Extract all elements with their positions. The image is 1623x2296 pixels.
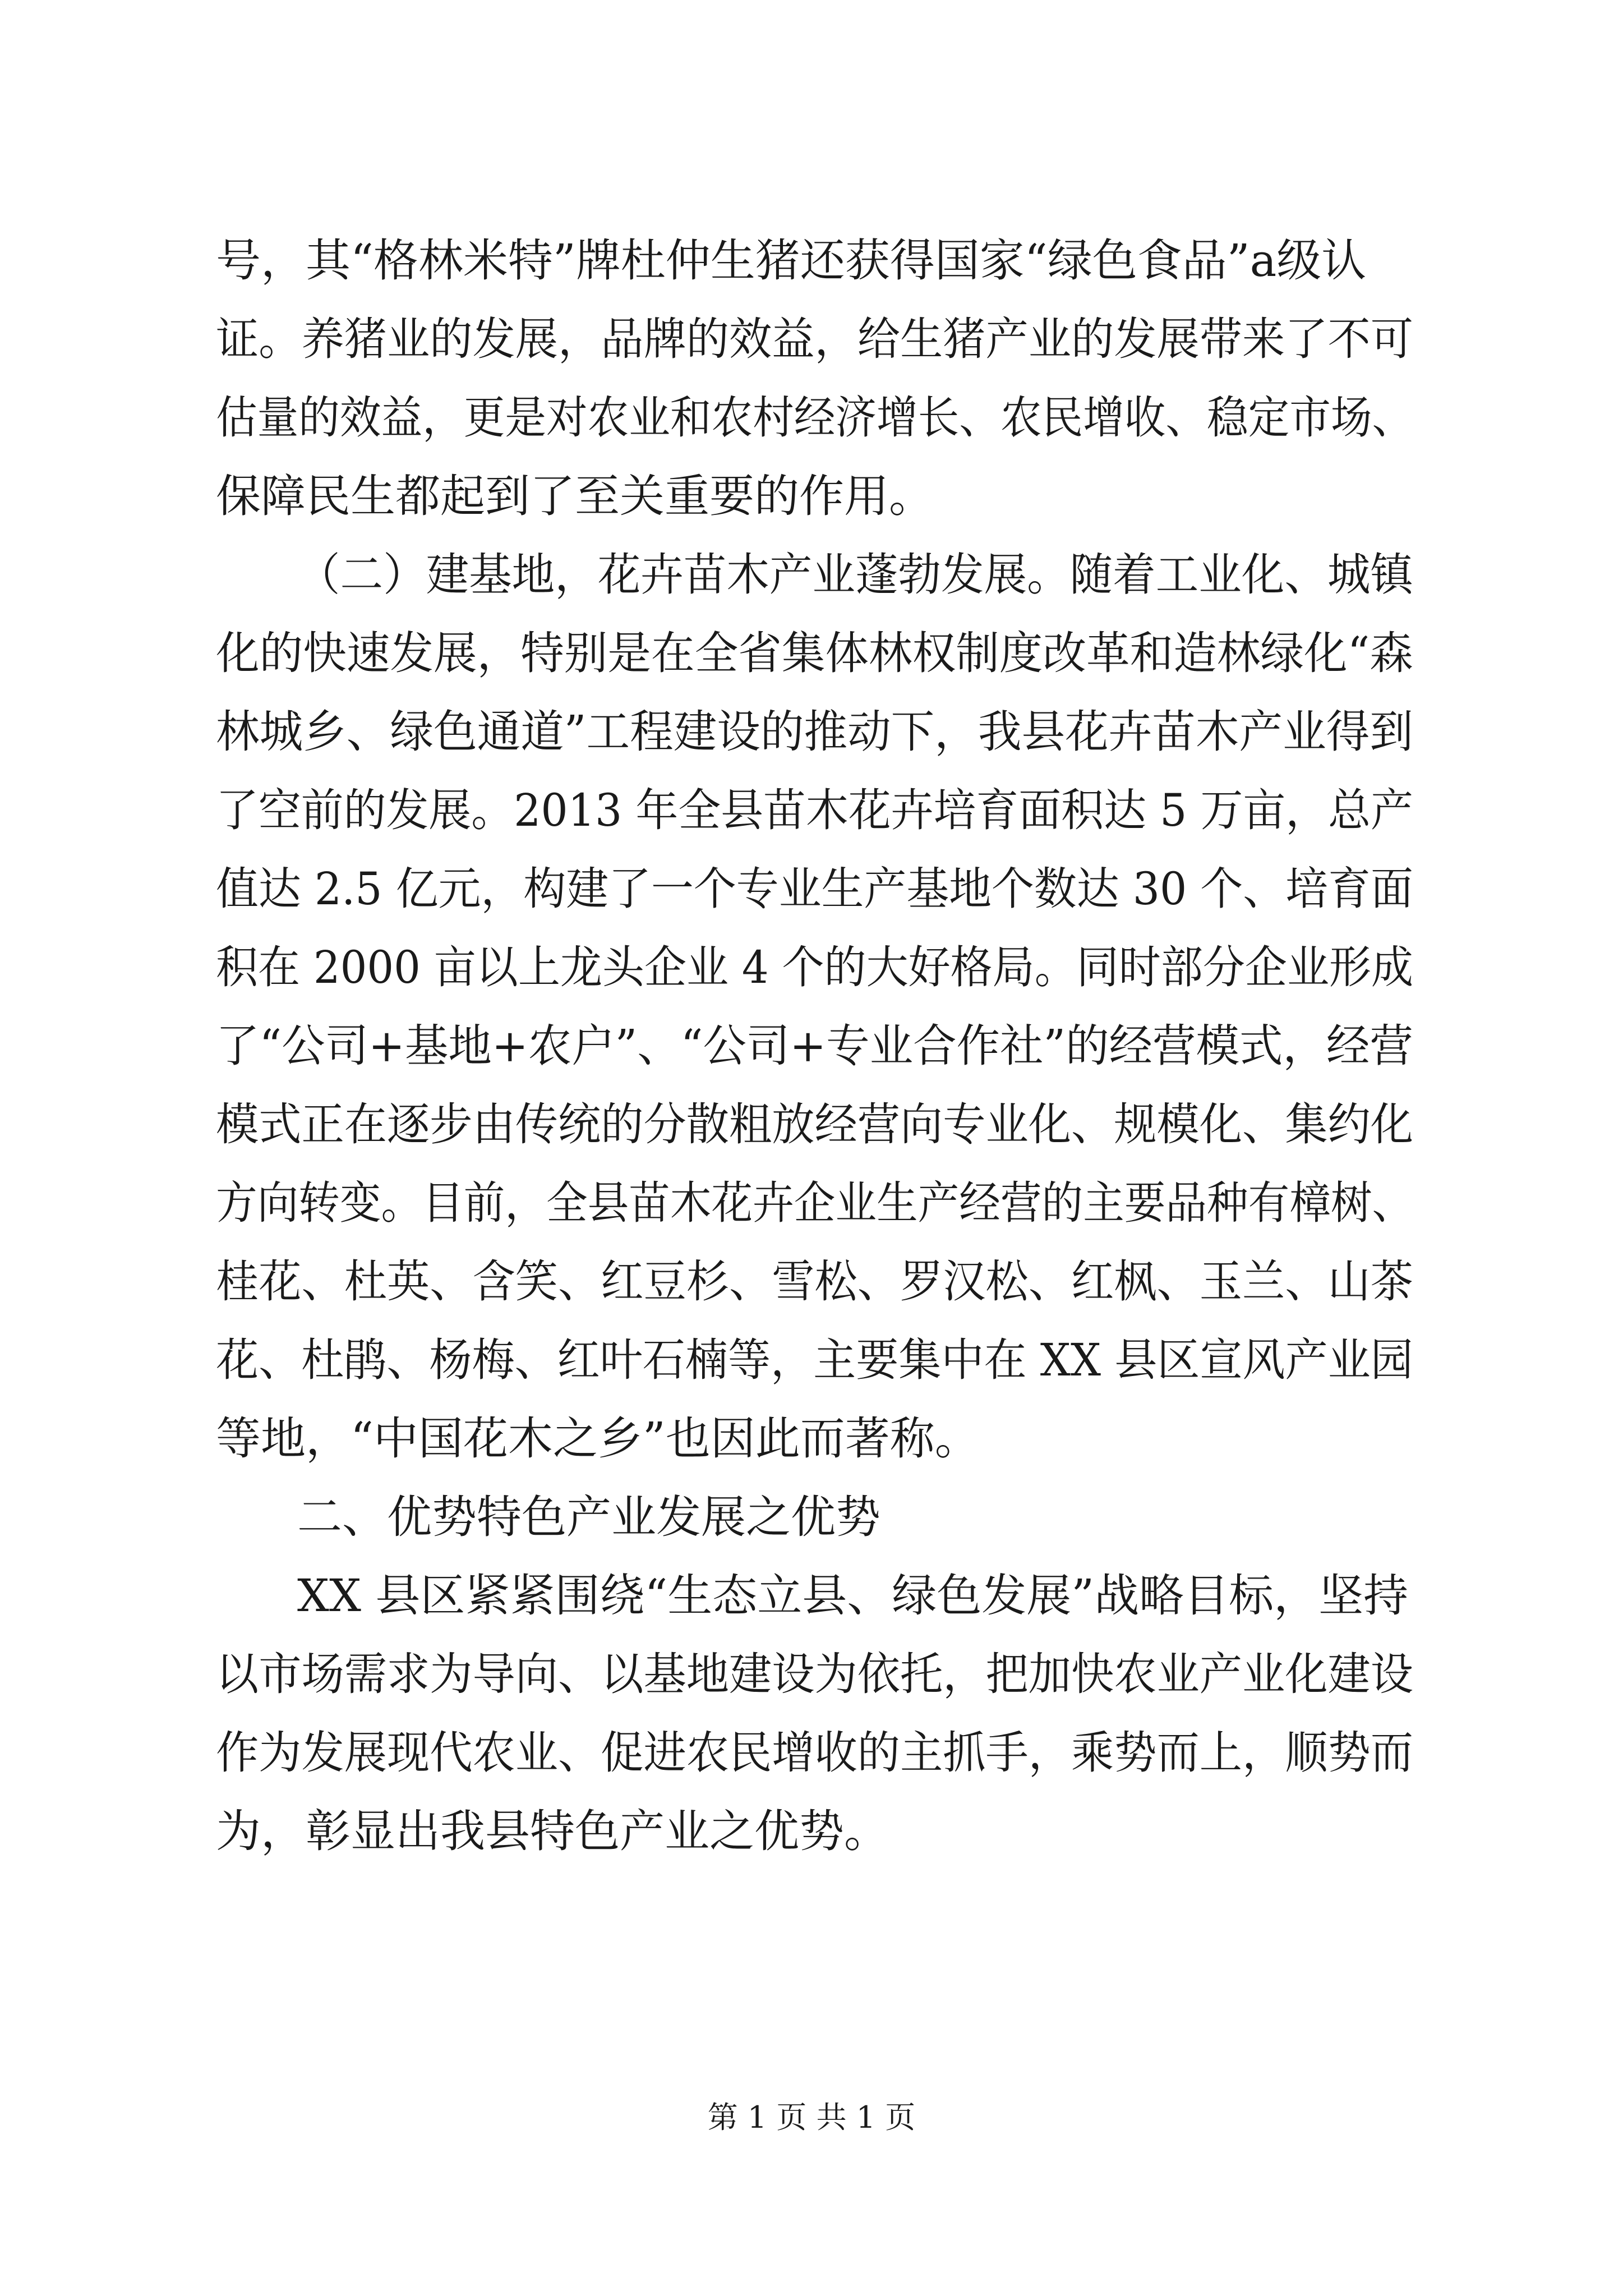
body-line: 模式正在逐步由传统的分散粗放经营向专业化、规模化、集约化 xyxy=(216,1098,1413,1151)
body-line: 为，彰显出我县特色产业之优势。 xyxy=(216,1805,889,1857)
body-line: 号，其“格林米特”牌杜仲生猪还获得国家“绿色食品”a级认 xyxy=(216,234,1367,287)
body-line: 化的快速发展，特别是在全省集体林权制度改革和造林绿化“森 xyxy=(216,627,1413,679)
body-line: 作为发展现代农业、促进农民增收的主抓手，乘势而上，顺势而 xyxy=(216,1727,1413,1779)
body-line: 林城乡、绿色通道”工程建设的推动下，我县花卉苗木产业得到 xyxy=(216,706,1413,758)
body-line: 估量的效益，更是对农业和农村经济增长、农民增收、稳定市场、 xyxy=(216,392,1414,444)
body-line: 方向转变。目前，全县苗木花卉企业生产经营的主要品种有樟树、 xyxy=(216,1177,1414,1229)
section-heading: 二、优势特色产业发展之优势 xyxy=(297,1491,880,1543)
body-line: XX 县区紧紧围绕“生态立县、绿色发展”战略目标，坚持 xyxy=(297,1570,1409,1622)
body-line: 等地，“中国花木之乡”也因此而著称。 xyxy=(216,1412,980,1465)
body-line: 保障民生都起到了至关重要的作用。 xyxy=(216,470,934,522)
body-line: 积在 2000 亩以上龙头企业 4 个的大好格局。同时部分企业形成 xyxy=(216,941,1414,993)
body-line: （二）建基地，花卉苗木产业蓬勃发展。随着工业化、城镇 xyxy=(297,549,1413,601)
page-footer: 第 1 页 共 1 页 xyxy=(707,2100,916,2135)
body-line: 花、杜鹃、杨梅、红叶石楠等，主要集中在 XX 县区宣风产业园 xyxy=(216,1334,1413,1386)
body-line: 了空前的发展。2013 年全县苗木花卉培育面积达 5 万亩，总产 xyxy=(216,784,1413,836)
body-line: 桂花、杜英、含笑、红豆杉、雪松、罗汉松、红枫、玉兰、山茶 xyxy=(216,1255,1413,1308)
body-line: 了“公司+基地+农户”、“公司+专业合作社”的经营模式，经营 xyxy=(216,1020,1413,1072)
body-line: 以市场需求为导向、以基地建设为依托，把加快农业产业化建设 xyxy=(216,1648,1413,1700)
body-line: 值达 2.5 亿元，构建了一个专业生产基地个数达 30 个、培育面 xyxy=(216,863,1413,915)
body-line: 证。养猪业的发展，品牌的效益，给生猪产业的发展带来了不可 xyxy=(216,313,1413,365)
